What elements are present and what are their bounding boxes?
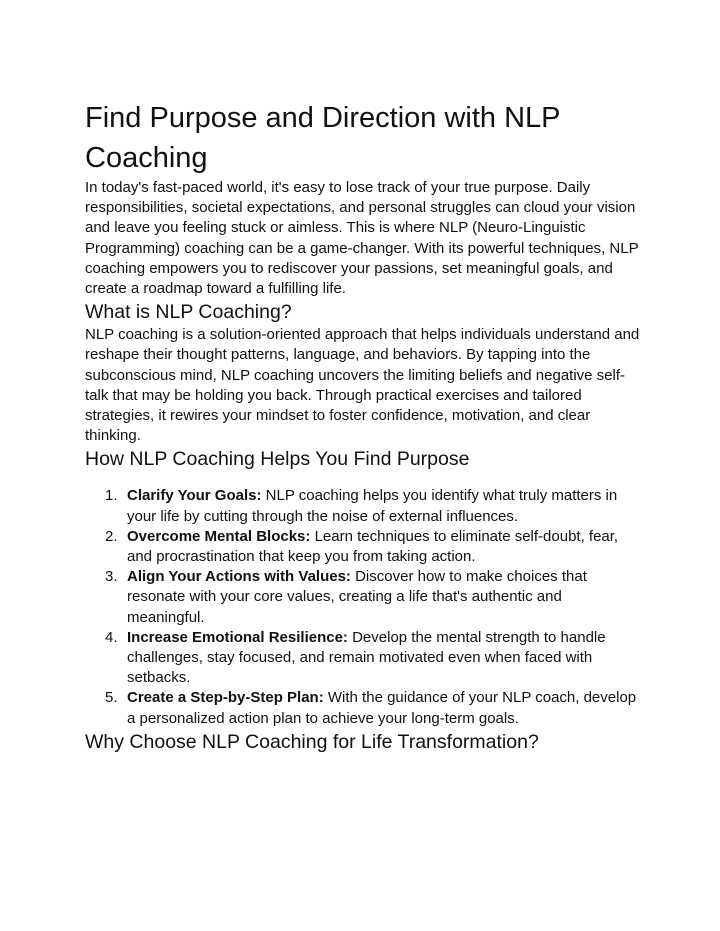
list-item-number: 5. bbox=[105, 689, 118, 707]
section-heading-what-is-nlp: What is NLP Coaching? bbox=[85, 301, 292, 324]
list-item-lead: Align Your Actions with Values: bbox=[127, 568, 351, 586]
intro-paragraph: In today's fast-paced world, it's easy to lose track of your true purpose. Daily responsibilities, societal expectations, and personal struggles can cloud your vision and leave you feeling stuck or aimless. This is where NLP (Neuro-Linguistic Programming) coaching can be a game-changer. With its powerful techniques, NLP coaching empowers you to rediscover your passions, set meaningful goals, and create a roadmap toward a fulfilling life. bbox=[85, 179, 639, 298]
list-item-number: 1. bbox=[105, 487, 118, 505]
list-item bbox=[85, 628, 640, 689]
list-item bbox=[85, 486, 640, 526]
section-paragraph-what-is-nlp: NLP coaching is a solution-oriented approach that helps individuals understand and reshape their thought patterns, language, and behaviors. By tapping into the subconscious mind, NLP coaching uncovers the limiting beliefs and negative self-talk that may be holding you back. Through practical exercises and tailored strategies, it rewires your mindset to foster confidence, motivation, and clear thinking. bbox=[85, 326, 640, 445]
list-item-number: 2. bbox=[105, 527, 118, 545]
page-title: Find Purpose and Direction with NLP Coaching bbox=[85, 102, 560, 174]
list-item-lead: Create a Step-by-Step Plan: bbox=[127, 689, 324, 707]
list-item-number: 3. bbox=[105, 568, 118, 586]
list-item bbox=[85, 527, 640, 567]
list-item-lead: Clarify Your Goals: bbox=[127, 487, 262, 505]
section-heading-why-choose-nlp: Why Choose NLP Coaching for Life Transformation? bbox=[85, 730, 539, 753]
list-item-text: Discover how to make choices that resonate with your core values, creating a life that's authentic and meaningful. bbox=[127, 568, 587, 626]
list-item-text: Develop the mental strength to handle challenges, stay focused, and remain motivated even when faced with setbacks. bbox=[127, 628, 606, 687]
steps-list bbox=[85, 486, 640, 728]
list-item-text: NLP coaching helps you identify what truly matters in your life by cutting through the noise of external influences. bbox=[127, 487, 618, 525]
list-item-number: 4. bbox=[105, 628, 118, 646]
list-item bbox=[85, 567, 640, 628]
list-item bbox=[85, 688, 640, 728]
section-heading-how-nlp-helps: How NLP Coaching Helps You Find Purpose bbox=[85, 448, 470, 471]
list-item-lead: Increase Emotional Resilience: bbox=[127, 628, 348, 646]
list-item-lead: Overcome Mental Blocks: bbox=[127, 527, 311, 545]
list-item-text: Learn techniques to eliminate self-doubt, fear, and procrastination that keep you from taking action. bbox=[127, 527, 619, 566]
list-item-text: With the guidance of your NLP coach, develop a personalized action plan to achieve your long-term goals. bbox=[127, 689, 637, 727]
